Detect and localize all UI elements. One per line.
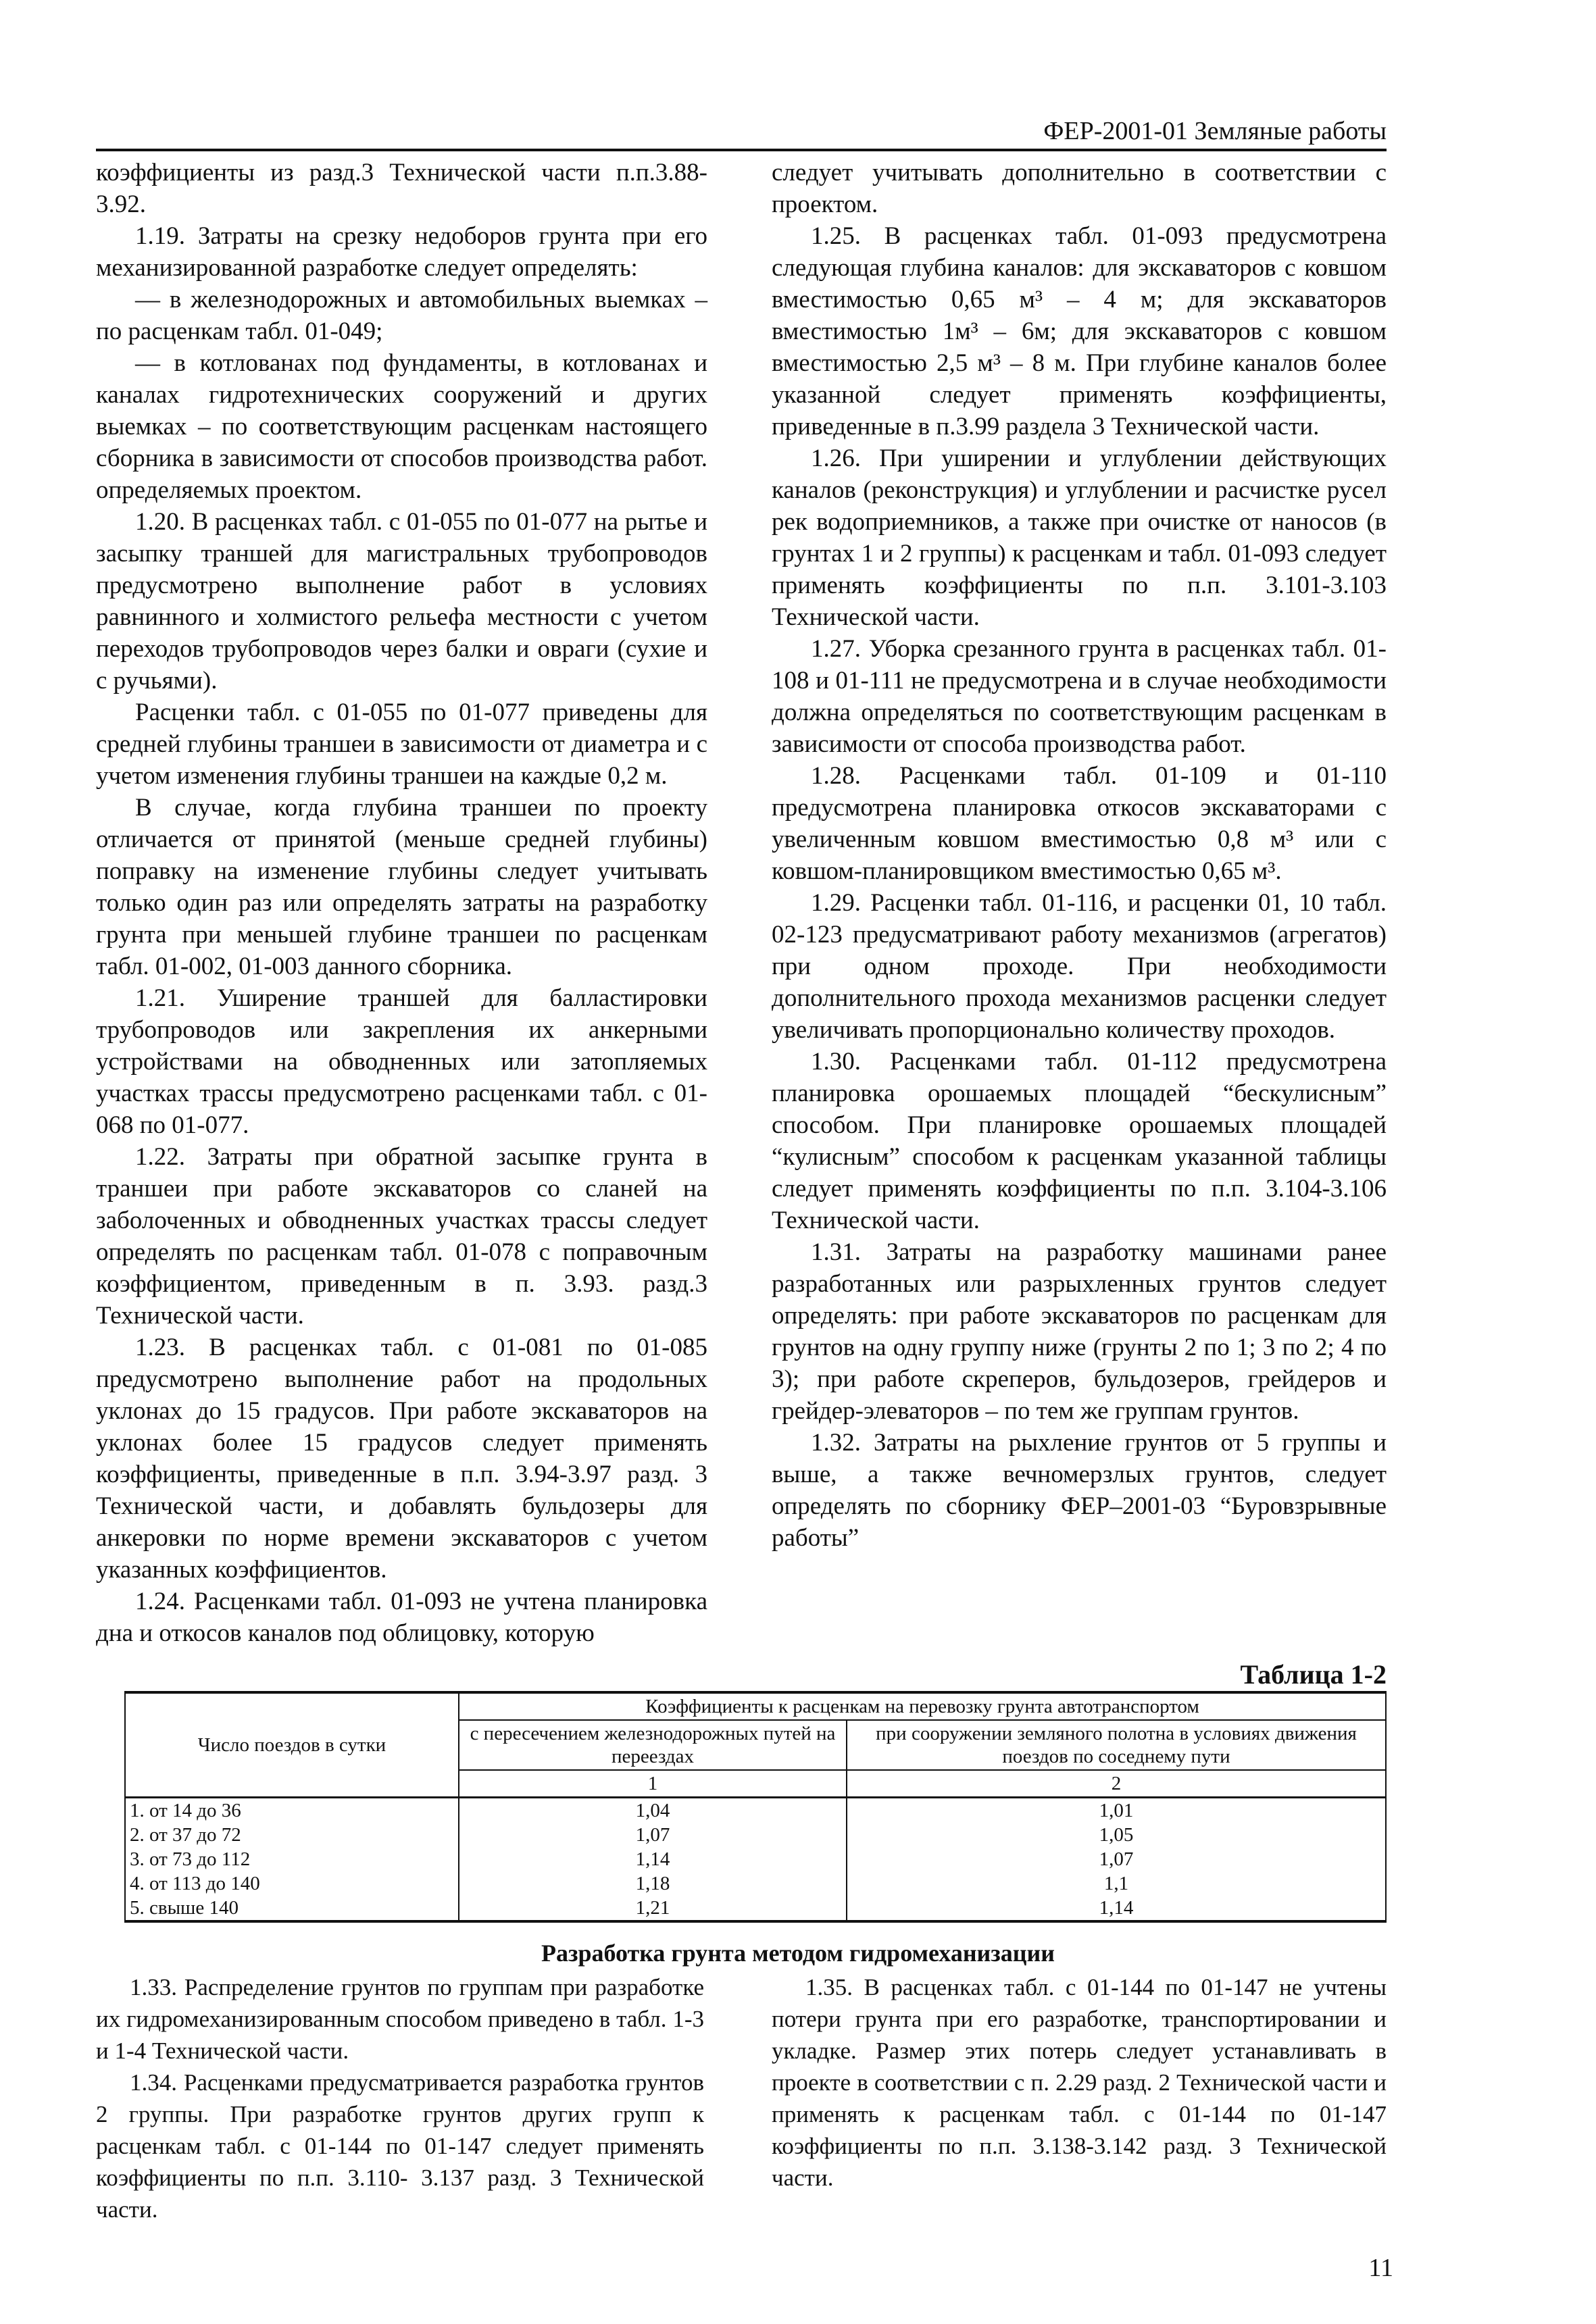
section-left-column [96,1971,704,2225]
right-column [772,157,1387,1649]
col-number-2: 2 [847,1770,1386,1798]
paragraph: 1.24. Расценками табл. 01-093 не учтена планировка дна и откосов каналов под облицовку, которую [96,1588,707,1647]
paragraph: следует учитывать дополнительно в соответствии с проектом. [772,159,1387,218]
table-row [125,1847,1386,1871]
trains-cell: 2. от 37 до 72 [125,1823,459,1847]
left-column [96,157,707,1649]
paragraph: — в железнодорожных и автомобильных выемках – по расценкам табл. 01-049; [96,286,707,345]
coefficient-cell: 1,04 [459,1798,847,1823]
section-right-column [772,1971,1387,2225]
coefficient-cell: 1,14 [847,1896,1386,1921]
coefficient-cell: 1,1 [847,1871,1386,1896]
paragraph: — в котлованах под фундаменты, в котлованах и каналах гидротехнических сооружений и других выемках – по соответствующим расценкам настоящего сборника в зависимости от способов производства работ. определяемых проектом. [96,349,707,504]
coefficient-cell: 1,21 [459,1896,847,1921]
trains-cell: 5. свыше 140 [125,1896,459,1921]
paragraph: 1.28. Расценками табл. 01-109 и 01-110 предусмотрена планировка откосов экскаваторами с увеличенным ковшом вместимостью 0,8 м³ или с ковшом-планировщиком вместимостью 0,65 м³. [772,762,1387,885]
paragraph: 1.23. В расценках табл. с 01-081 по 01-085 предусмотрено выполнение работ на продольных уклонах до 15 градусов. При работе экскаваторов на уклонах более 15 градусов следует применять коэффициенты, приведенные в п.п. 3.94-3.97 разд. 3 Технической части, и добавлять бульдозеры для анкеровки по норме времени экскаваторов с учетом указанных коэффициентов. [96,1334,707,1584]
paragraph: В случае, когда глубина траншеи по проекту отличается от принятой (меньше средней глубины) поправку на изменение глубины следует учитывать только один раз или определять затраты на разработку грунта при меньшей глубине траншеи по расценкам табл. 01-002, 01-003 данного сборника. [96,794,707,980]
table-wrapper [96,1691,1387,1923]
col-header-crossing: с пересечением железнодорожных путей на переездах [459,1720,847,1770]
coefficient-cell: 1,01 [847,1798,1386,1823]
paragraph: 1.34. Расценками предусматривается разработка грунтов 2 группы. При разработке грунтов других групп к расценкам табл. с 01-144 по 01-147 следует применять коэффициенты по п.п. 3.110- 3.137 разд. 3 Технической части. [96,2069,704,2223]
table-caption: Таблица 1-2 [1240,1659,1387,1690]
paragraph: 1.19. Затраты на срезку недоборов грунта при его механизированной разработке следует определять: [96,222,707,282]
paragraph: 1.35. В расценках табл. с 01-144 по 01-147 не учтены потери грунта при его разработке, транспортировании и укладке. Размер этих потерь следует устанавливать в проекте в соответствии с п. 2.29 разд. 2 Технической части и применять к расценкам табл. с 01-144 по 01-147 коэффициенты по п.п. 3.138-3.142 разд. 3 Технической части. [772,1974,1387,2191]
trains-cell: 4. от 113 до 140 [125,1871,459,1896]
col-header-trains: Число поездов в сутки [125,1692,459,1798]
paragraph: 1.21. Уширение траншей для балластировки трубопроводов или закрепления их анкерными устройствами на обводненных или затопляемых участках трассы предусмотрено расценками табл. с 01-068 по 01-077. [96,984,707,1139]
running-header [96,116,1387,151]
paragraph: 1.31. Затраты на разработку машинами ранее разработанных или разрыхленных грунтов следует определять: при работе экскаваторов по расценкам для грунтов на одну группу ниже (грунты 2 по 1; 3 по 2; 4 по 3); при работе скреперов, бульдозеров, грейдеров и грейдер-элеваторов – по тем же группам грунтов. [772,1238,1387,1425]
paragraph: 1.27. Уборка срезанного грунта в расценках табл. 01-108 и 01-111 не предусмотрена и в случае необходимости должна определяться по соответствующим расценкам в зависимости от способа производства работ. [772,635,1387,758]
table-row [125,1896,1386,1921]
table-row [125,1823,1386,1847]
trains-cell: 3. от 73 до 112 [125,1847,459,1871]
paragraph: 1.26. При уширении и углублении действующих каналов (реконструкция) и углублении и расчистке русел рек водоприемников, а также при очистке от наносов (в грунтах 1 и 2 группы) к расценкам и табл. 01-093 следует применять коэффициенты по п.п. 3.101-3.103 Технической части. [772,445,1387,631]
paragraph: 1.22. Затраты при обратной засыпке грунта в траншеи при работе экскаваторов со сланей на заболоченных и обводненных участках трассы следует определять по расценкам табл. 01-078 с поправочным коэффициентом, приведенным в п. 3.93. разд.3 Технической части. [96,1143,707,1330]
trains-cell: 1. от 14 до 36 [125,1798,459,1823]
group-header: Коэффициенты к расценкам на перевозку грунта автотранспортом [459,1692,1386,1720]
header-title: ФЕР-2001-01 Земляные работы [1043,117,1387,145]
table-row [125,1871,1386,1896]
coefficient-cell: 1,07 [847,1847,1386,1871]
col-number-1: 1 [459,1770,847,1798]
coefficient-cell: 1,05 [847,1823,1386,1847]
coefficient-cell: 1,14 [459,1847,847,1871]
paragraph: 1.29. Расценки табл. 01-116, и расценки 01, 10 табл. 02-123 предусматривают работу механизмов (агрегатов) при одном проходе. При необходимости дополнительного прохода механизмов расценки следует увеличивать пропорционально количеству проходов. [772,889,1387,1044]
paragraph: коэффициенты из разд.3 Технической части п.п.3.88-3.92. [96,159,707,218]
paragraph: 1.20. В расценках табл. с 01-055 по 01-077 на рытье и засыпку траншей для магистральных трубопроводов предусмотрено выполнение работ в условиях равнинного и холмистого рельефа местности с учетом переходов трубопроводов через балки и овраги (сухие и с ручьями). [96,508,707,694]
section-columns [96,1971,1387,2225]
coefficient-cell: 1,18 [459,1871,847,1896]
paragraph: Расценки табл. с 01-055 по 01-077 приведены для средней глубины траншеи в зависимости от диаметра и с учетом изменения глубины траншеи на каждые 0,2 м. [96,699,707,790]
paragraph: 1.30. Расценками табл. 01-112 предусмотрена планировка орошаемых площадей “бескулисным” способом. При планировке орошаемых площадей “кулисным” способом к расценкам указанной таблицы следует применять коэффициенты по п.п. 3.104-3.106 Технической части. [772,1048,1387,1234]
table-row [125,1798,1386,1823]
main-columns [96,157,1387,1649]
coefficient-cell: 1,07 [459,1823,847,1847]
paragraph: 1.32. Затраты на рыхление грунтов от 5 группы и выше, а также вечномерзлых грунтов, следует определять по сборнику ФЕР–2001-03 “Буровзрывные работы” [772,1429,1387,1552]
col-header-adjacent: при сооружении земляного полотна в условиях движения поездов по соседнему пути [847,1720,1386,1770]
paragraph: 1.33. Распределение грунтов по группам при разработке их гидромеханизированным способом приведено в табл. 1-3 и 1-4 Технической части. [96,1974,704,2064]
page-number: 11 [1368,2254,1393,2282]
coefficients-table [124,1691,1387,1923]
section-title: Разработка грунта методом гидромеханизации [541,1940,1055,1967]
paragraph: 1.25. В расценках табл. 01-093 предусмотрена следующая глубина каналов: для экскаваторов с ковшом вместимостью 0,65 м³ – 4 м; для экскаваторов вместимостью 1м³ – 6м; для экскаваторов с ковшом вместимостью 2,5 м³ – 8 м. При глубине каналов более указанной следует применять коэффициенты, приведенные в п.3.99 раздела 3 Технической части. [772,222,1387,440]
